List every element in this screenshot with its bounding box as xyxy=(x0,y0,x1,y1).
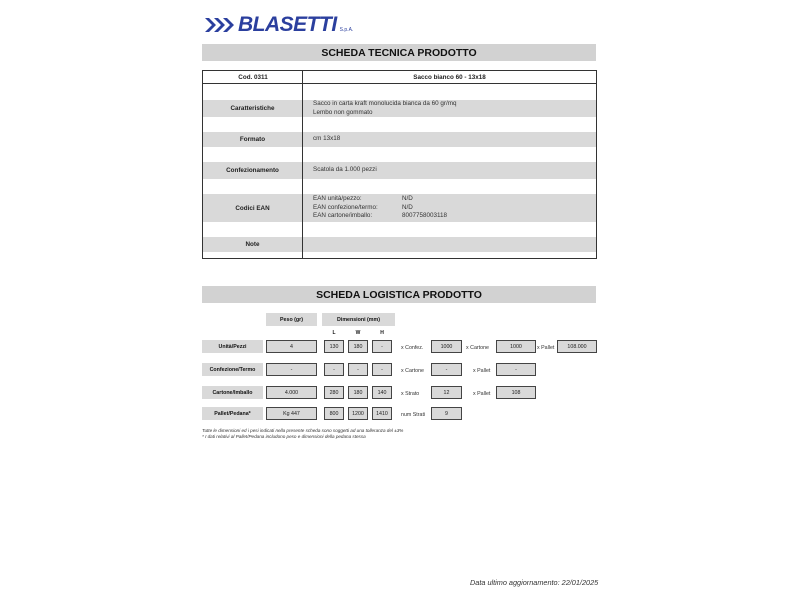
weight-value: - xyxy=(266,363,317,376)
row-label: Codici EAN xyxy=(235,204,270,212)
row-caratteristiche xyxy=(203,100,596,117)
logistics-label-pallet: Pallet/Pedana* xyxy=(202,407,263,420)
weight-value: 4.000 xyxy=(266,386,317,399)
tolerance-note: Tutte le dimensioni ed i pesi indicati nella presente scheda sono soggetti ad una tolleranza del ±3% xyxy=(202,428,404,433)
length-value: - xyxy=(324,363,344,376)
width-header: W xyxy=(355,330,361,336)
row-label: Formato xyxy=(239,136,266,143)
logo-suffix: S.p.A. xyxy=(339,27,354,33)
logo-text: BLASETTI xyxy=(238,13,337,36)
logistics-sheet-title: SCHEDA LOGISTICA PRODOTTO xyxy=(202,286,596,303)
logistics-label-cartone: Cartone/Imballo xyxy=(202,386,263,399)
weight-header: Peso (gr) xyxy=(266,313,317,326)
ean-value: 8007758003118 xyxy=(402,212,448,220)
product-name: Sacco bianco 60 - 13x18 xyxy=(413,73,486,81)
row-value xyxy=(313,132,592,147)
row-value xyxy=(313,100,592,117)
height-value: 140 xyxy=(372,386,392,399)
width-value: 180 xyxy=(348,386,368,399)
tech-sheet-title: SCHEDA TECNICA PRODOTTO xyxy=(202,44,596,61)
row-label: Confezionamento xyxy=(226,167,279,174)
height-header: H xyxy=(380,330,384,336)
ean-key: EAN confezione/termo: xyxy=(313,203,378,211)
qty-label: x Pallet xyxy=(473,367,491,374)
row-confezionamento xyxy=(203,162,596,179)
product-code: Cod. 0311 xyxy=(238,73,268,81)
ean-key: EAN unità/pezzo: xyxy=(313,195,362,203)
qty-label: x Pallet xyxy=(537,344,555,351)
tech-table-header xyxy=(203,71,596,84)
qty-value: 1000 xyxy=(496,340,536,353)
length-value: 800 xyxy=(324,407,344,420)
last-update-date: Data ultimo aggiornamento: 22/01/2025 xyxy=(470,578,599,587)
qty-value: 12 xyxy=(431,386,462,399)
qty-value: 108 xyxy=(496,386,536,399)
ean-entry xyxy=(313,204,592,213)
qty-label: x Pallet xyxy=(473,390,491,397)
column-divider xyxy=(302,71,303,258)
row-label: Caratteristiche xyxy=(230,105,275,112)
length-header: L xyxy=(332,330,336,336)
value-line: Scatola da 1.000 pezzi xyxy=(313,166,377,174)
weight-value: Kg 447 xyxy=(266,407,317,420)
row-formato xyxy=(203,132,596,147)
qty-label: x Strato xyxy=(401,390,420,397)
row-label: Note xyxy=(245,241,260,248)
qty-value: - xyxy=(496,363,536,376)
ean-entry xyxy=(313,212,592,221)
ean-value: N/D xyxy=(402,195,413,203)
length-value: 280 xyxy=(324,386,344,399)
row-value xyxy=(313,162,592,179)
qty-label: x Cartone xyxy=(401,367,424,374)
weight-value: 4 xyxy=(266,340,317,353)
row-value xyxy=(313,194,592,222)
value-line: Sacco in carta kraft monolucida bianca da 60 gr/mq xyxy=(313,100,457,107)
logistics-label-unita: Unità/Pezzi xyxy=(202,340,263,353)
qty-label: x Cartone xyxy=(466,344,489,351)
value-line: Lembo non gommato xyxy=(313,108,373,116)
logo-arrows-icon xyxy=(205,16,237,34)
pallet-note: * I dati relativi al Pallet/Pedana includono peso e dimensioni della pedana stessa xyxy=(202,434,366,439)
ean-value: N/D xyxy=(402,203,413,211)
row-codici-ean xyxy=(203,194,596,222)
height-value: 1410 xyxy=(372,407,392,420)
qty-value: 108.000 xyxy=(557,340,597,353)
row-note xyxy=(203,237,596,252)
qty-value: 9 xyxy=(431,407,462,420)
row-value xyxy=(313,237,592,252)
tech-table xyxy=(202,70,597,259)
length-value: 130 xyxy=(324,340,344,353)
logistics-label-confezione: Confezione/Termo xyxy=(202,363,263,376)
company-logo xyxy=(205,14,353,36)
height-value: - xyxy=(372,340,392,353)
qty-value: 1000 xyxy=(431,340,462,353)
dimensions-header: Dimensioni (mm) xyxy=(322,313,395,326)
ean-entry xyxy=(313,195,592,204)
height-value: - xyxy=(372,363,392,376)
width-value: 180 xyxy=(348,340,368,353)
qty-label: num Strati xyxy=(401,411,426,418)
qty-value: - xyxy=(431,363,462,376)
width-value: 1200 xyxy=(348,407,368,420)
ean-key: EAN cartone/imballo: xyxy=(313,212,373,220)
qty-label: x Confez. xyxy=(401,344,424,351)
width-value: - xyxy=(348,363,368,376)
value-line: cm 13x18 xyxy=(313,135,341,143)
